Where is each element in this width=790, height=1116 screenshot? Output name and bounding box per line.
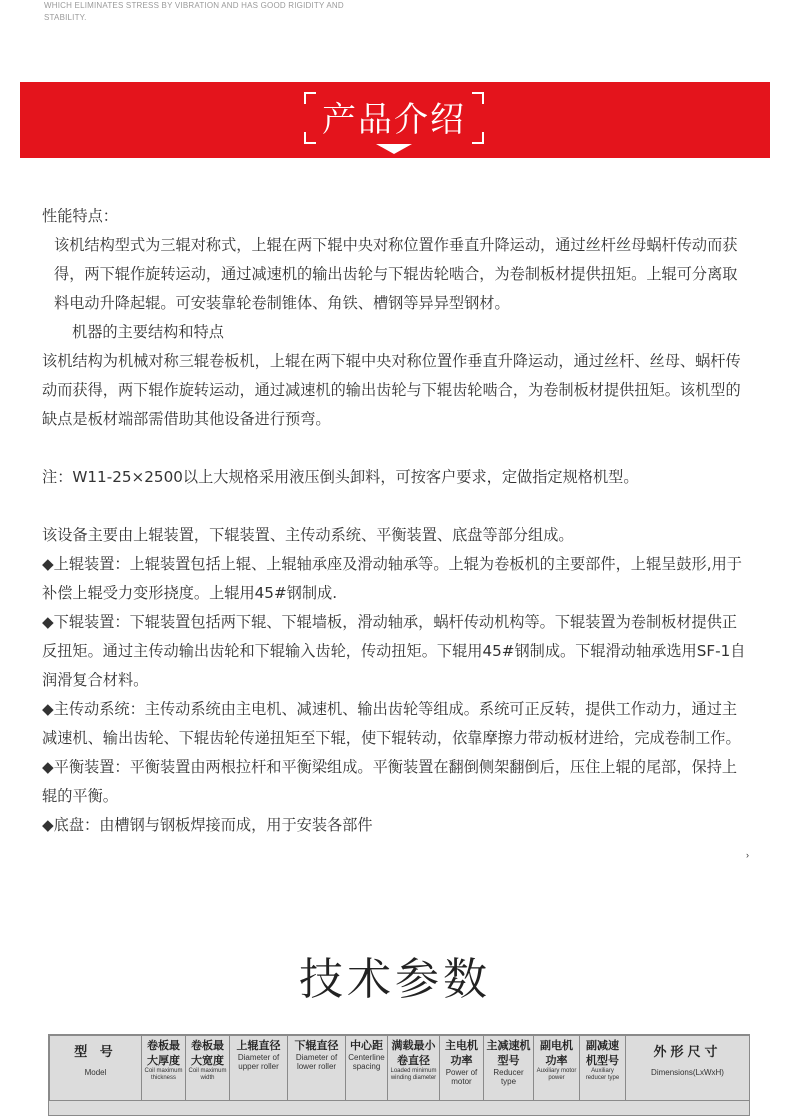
header-max-thickness <box>142 1036 186 1101</box>
header-model-zh: 型 号 <box>74 1045 117 1060</box>
product-intro-banner <box>20 82 770 158</box>
header-dimensions-zh: 外形尺寸 <box>653 1045 722 1060</box>
balance-paragraph: ◆平衡装置：平衡装置由两根拉杆和平衡梁组成。平衡装置在翻倒侧架翻倒后，压住上辊的尾部，保持上辊的平衡。 <box>42 758 738 805</box>
header-upper-roller-diameter-zh: 上辊直径 <box>236 1039 281 1052</box>
spec-table-header-row <box>50 1036 750 1101</box>
header-lower-roller-diameter-en: Diameter of lower roller <box>295 1053 338 1071</box>
top-caption-line1: WHICH ELIMINATES STRESS BY VIBRATION AND HAS GOOD RIGIDITY AND <box>44 1 344 10</box>
header-aux-reducer-type <box>580 1036 626 1101</box>
header-max-thickness-zh: 卷板最大厚度 <box>147 1039 180 1067</box>
header-aux-reducer-type-zh: 副减速机型号 <box>586 1039 619 1067</box>
header-lower-roller-diameter <box>288 1036 346 1101</box>
stray-mark: › <box>746 850 749 860</box>
header-upper-roller-diameter-en: Diameter of upper roller <box>237 1053 280 1071</box>
spacer <box>42 492 748 521</box>
spec-table <box>49 1035 750 1101</box>
header-aux-reducer-type-en: Auxiliary reducer type <box>585 1068 620 1081</box>
header-main-reducer-type <box>484 1036 534 1101</box>
header-max-width <box>186 1036 230 1101</box>
header-max-thickness-en: Coil maximum thickness <box>144 1068 183 1081</box>
header-aux-motor-power <box>534 1036 580 1101</box>
header-upper-roller-diameter <box>230 1036 288 1101</box>
header-center-distance-zh: 中心距 <box>350 1039 383 1052</box>
header-max-width-zh: 卷板最大宽度 <box>191 1039 224 1067</box>
banner-title: 产品介绍 <box>322 100 466 140</box>
header-aux-motor-power-en: Auxiliary motor power <box>536 1068 577 1081</box>
header-main-reducer-type-zh: 主减速机型号 <box>486 1039 531 1067</box>
header-min-winding-diameter-zh: 满载最小卷直径 <box>391 1039 436 1067</box>
header-max-width-en: Coil maximum width <box>188 1068 227 1081</box>
upper-roller-paragraph: ◆上辊装置：上辊装置包括上辊、上辊轴承座及滑动轴承等。上辊为卷板机的主要部件，上辊呈鼓形,用于补偿上辊受力变形挠度。上辊用45#钢制成. <box>42 555 742 602</box>
header-main-motor-power-en: Power of motor <box>445 1068 478 1086</box>
header-min-winding-diameter-en: Loaded minimum winding diameter <box>390 1068 437 1081</box>
header-model-en: Model <box>84 1068 107 1077</box>
banner-down-arrow-icon <box>376 144 412 154</box>
chassis-paragraph: ◆底盘：由槽钢与钢板焊接而成，用于安装各部件 <box>42 816 373 834</box>
top-caption <box>44 0 424 24</box>
header-aux-motor-power-zh: 副电机功率 <box>540 1039 573 1067</box>
header-lower-roller-diameter-zh: 下辊直径 <box>294 1039 339 1052</box>
structure-paragraph: 该机结构为机械对称三辊卷板机，上辊在两下辊中央对称位置作垂直升降运动，通过丝杆、丝母、蜗杆传动而获得，两下辊作旋转运动，通过减速机的输出齿轮与下辊齿轮啮合，为卷制板材提供扭矩。该机型的缺点是板材端部需借助其他设备进行预弯。 <box>42 352 741 428</box>
header-main-motor-power-zh: 主电机功率 <box>445 1039 478 1067</box>
banner-frame <box>304 92 484 144</box>
header-center-distance <box>346 1036 388 1101</box>
performance-paragraph: 该机结构型式为三辊对称式，上辊在两下辊中央对称位置作垂直升降运动，通过丝杆丝母蜗杆传动而获得，两下辊作旋转运动，通过减速机的输出齿轮与下辊齿轮啮合，为卷制板材提供扭矩。上辊可分离取料电动升降起辊。可安装靠轮卷制锥体、角铁、槽钢等异异型钢材。 <box>54 236 738 312</box>
structure-heading: 机器的主要结构和特点 <box>72 323 224 341</box>
performance-heading: 性能特点： <box>42 207 118 225</box>
header-min-winding-diameter <box>388 1036 440 1101</box>
header-main-motor-power <box>440 1036 484 1101</box>
header-dimensions <box>626 1036 750 1101</box>
product-description <box>42 202 748 840</box>
header-dimensions-en: Dimensions(LxWxH) <box>651 1068 724 1077</box>
header-model <box>50 1036 142 1101</box>
note-paragraph: 注：W11-25×2500以上大规格采用液压倒头卸料，可按客户要求，定做指定规格机型。 <box>42 468 639 486</box>
main-drive-paragraph: ◆主传动系统：主传动系统由主电机、减速机、输出齿轮等组成。系统可正反转，提供工作动力，通过主减速机、输出齿轮、下辊齿轮传递扭矩至下辊，使下辊转动，依靠摩擦力带动板材进给，完成卷制工作。 <box>42 700 741 747</box>
spec-table-image <box>48 1034 750 1116</box>
lower-roller-paragraph: ◆下辊装置：下辊装置包括两下辊、下辊墙板，滑动轴承，蜗杆传动机构等。下辊装置为卷制板材提供正反扭矩。通过主传动输出齿轮和下辊输入齿轮，传动扭矩。下辊用45#钢制成。下辊滑动轴承选用SF-1自润滑复合材料。 <box>42 613 746 689</box>
header-main-reducer-type-en: Reducer type <box>493 1068 524 1086</box>
top-caption-line2: STABILITY. <box>44 13 87 22</box>
spacer <box>42 434 748 463</box>
tech-params-title: 技术参数 <box>299 954 491 1005</box>
header-center-distance-en: Centerline spacing <box>348 1053 385 1071</box>
composition-paragraph: 该设备主要由上辊装置，下辊装置、主传动系统、平衡装置、底盘等部分组成。 <box>42 526 574 544</box>
